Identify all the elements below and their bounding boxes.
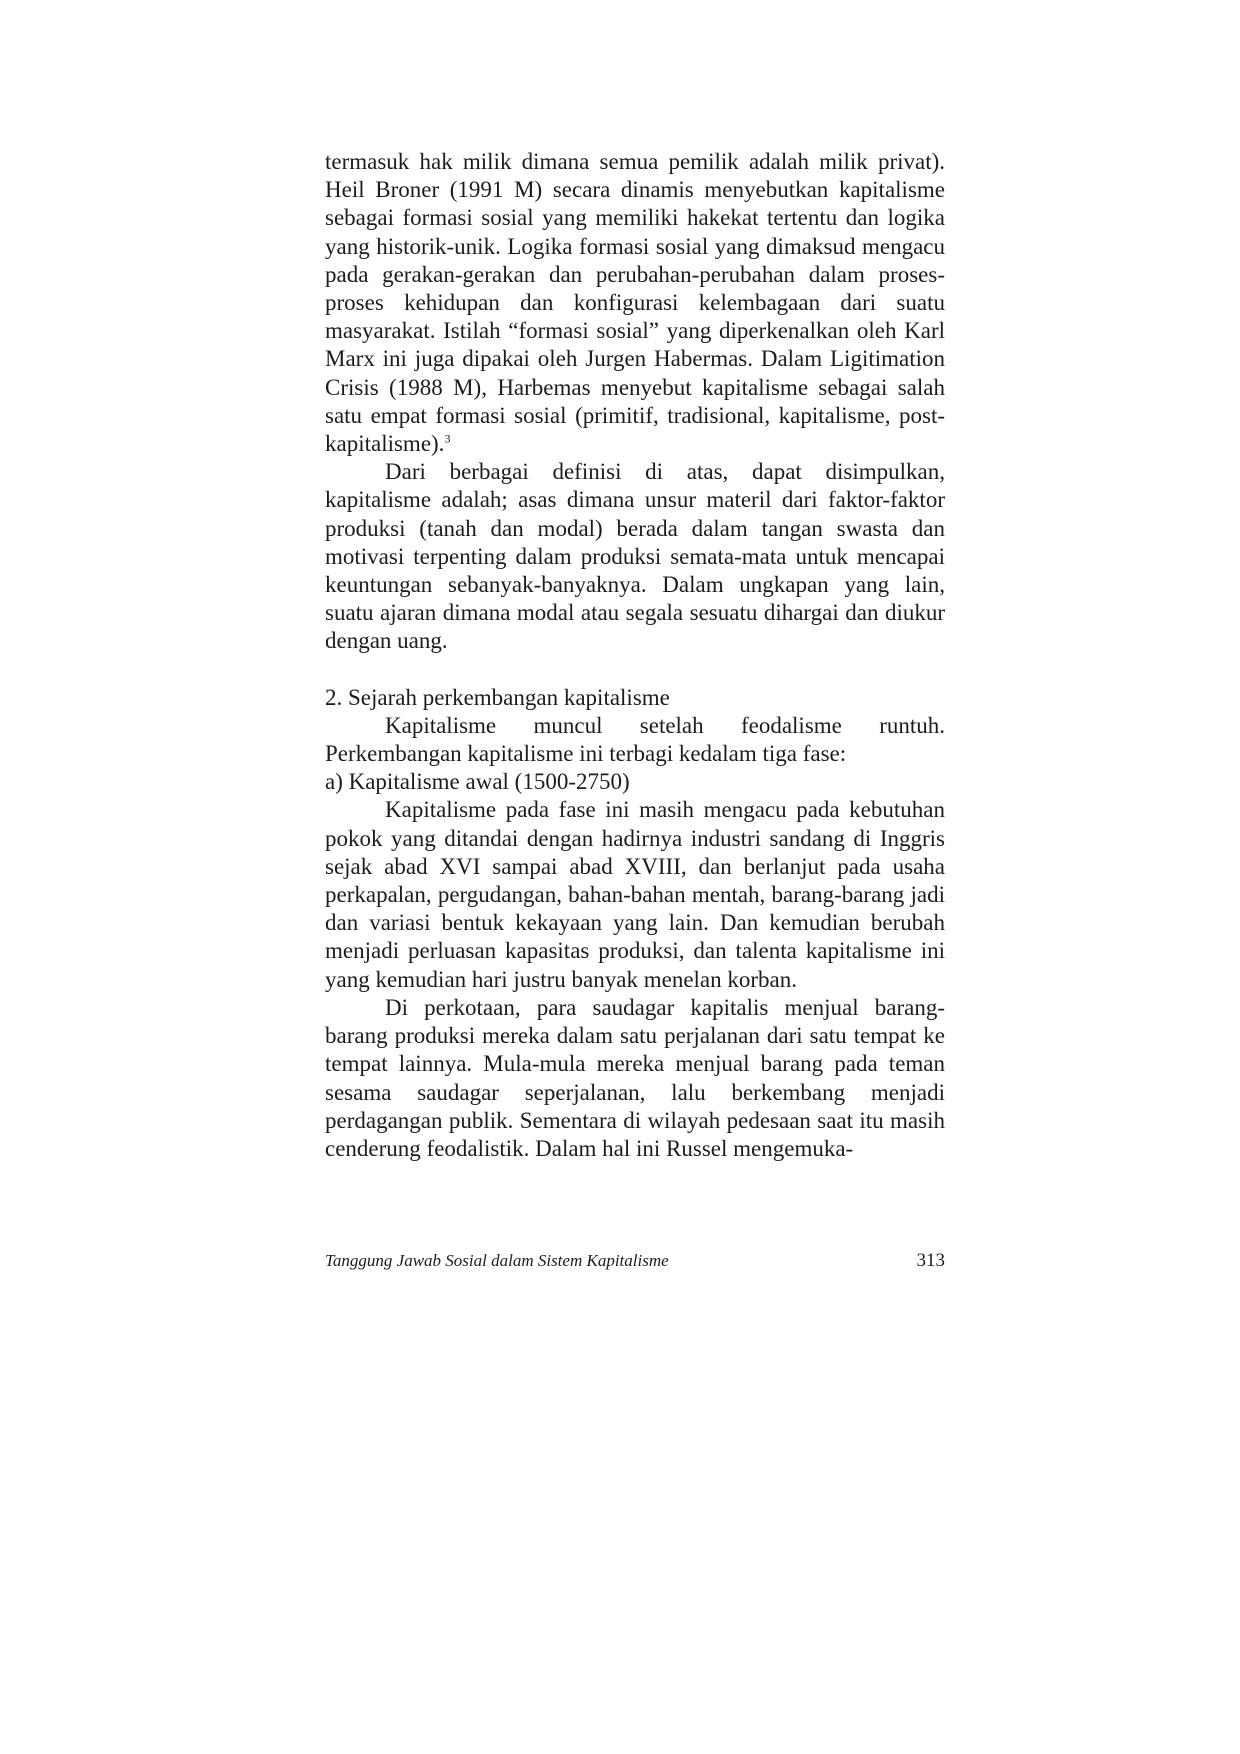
body-text [325, 148, 945, 1163]
paragraph: Di perkotaan, para saudagar kapitalis menjual barang-barang produksi mereka dalam satu perjalanan dari satu tempat ke tempat lainnya. Mula-mula mereka menjual barang pada teman sesama saudagar seperjalanan, lalu berkembang menjadi perdagangan publik. Sementara di wilayah pedesaan saat itu masih cenderung feodalistik. Dalam hal ini Russel mengemuka- [325, 994, 945, 1161]
paragraph [325, 148, 945, 458]
paragraph-text: termasuk hak milik dimana semua pemilik adalah milik privat). Heil Broner (1991 M) secara dinamis menyebutkan kapitalisme sebagai formasi sosial yang memiliki hakekat tertentu dan logika yang historik-unik. Logika formasi sosial yang dimaksud mengacu pada gerakan-gerakan dan perubahan-perubahan dalam proses-proses kehidupan dan konfigurasi kelembagaan dari suatu masyarakat. Istilah “formasi sosial” yang diperkenalkan oleh Karl Marx ini juga dipakai oleh Jurgen Habermas. Dalam Ligitimation Crisis (1988 M), Harbemas menyebut kapitalisme sebagai salah satu empat formasi sosial (primitif, tradisional, kapitalisme, post-kapitalisme). [325, 149, 945, 457]
section-heading: 2. Sejarah perkembangan kapitalisme [325, 684, 670, 710]
subsection-heading: a) Kapitalisme awal (1500-2750) [325, 769, 630, 795]
running-title: Tanggung Jawab Sosial dalam Sistem Kapitalisme [325, 1251, 669, 1270]
page-number: 313 [916, 1250, 945, 1271]
paragraph: Kapitalisme muncul setelah feodalisme runtuh. Perkembangan kapitalisme ini terbagi kedalam tiga fase: [325, 712, 945, 767]
paragraph: Dari berbagai definisi di atas, dapat disimpulkan, kapitalisme adalah; asas dimana unsur materil dari faktor-faktor produksi (tanah dan modal) berada dalam tangan swasta dan motivasi terpenting dalam produksi semata-mata untuk mencapai keuntungan sebanyak-banyaknya. Dalam ungkapan yang lain, suatu ajaran dimana modal atau segala sesuatu dihargai dan diukur dengan uang. [325, 459, 945, 654]
paragraph: Kapitalisme pada fase ini masih mengacu pada kebutuhan pokok yang ditandai dengan hadirnya industri sandang di Inggris sejak abad XVI sampai abad XVIII, dan berlanjut pada usaha perkapalan, pergudangan, bahan-bahan mentah, barang-barang jadi dan variasi bentuk kekayaan yang lain. Dan kemudian berubah menjadi perluasan kapasitas produksi, dan talenta kapitalisme ini yang kemudian hari justru banyak menelan korban. [325, 797, 945, 992]
page-footer [325, 1250, 945, 1272]
footnote-marker: 3 [444, 431, 451, 446]
